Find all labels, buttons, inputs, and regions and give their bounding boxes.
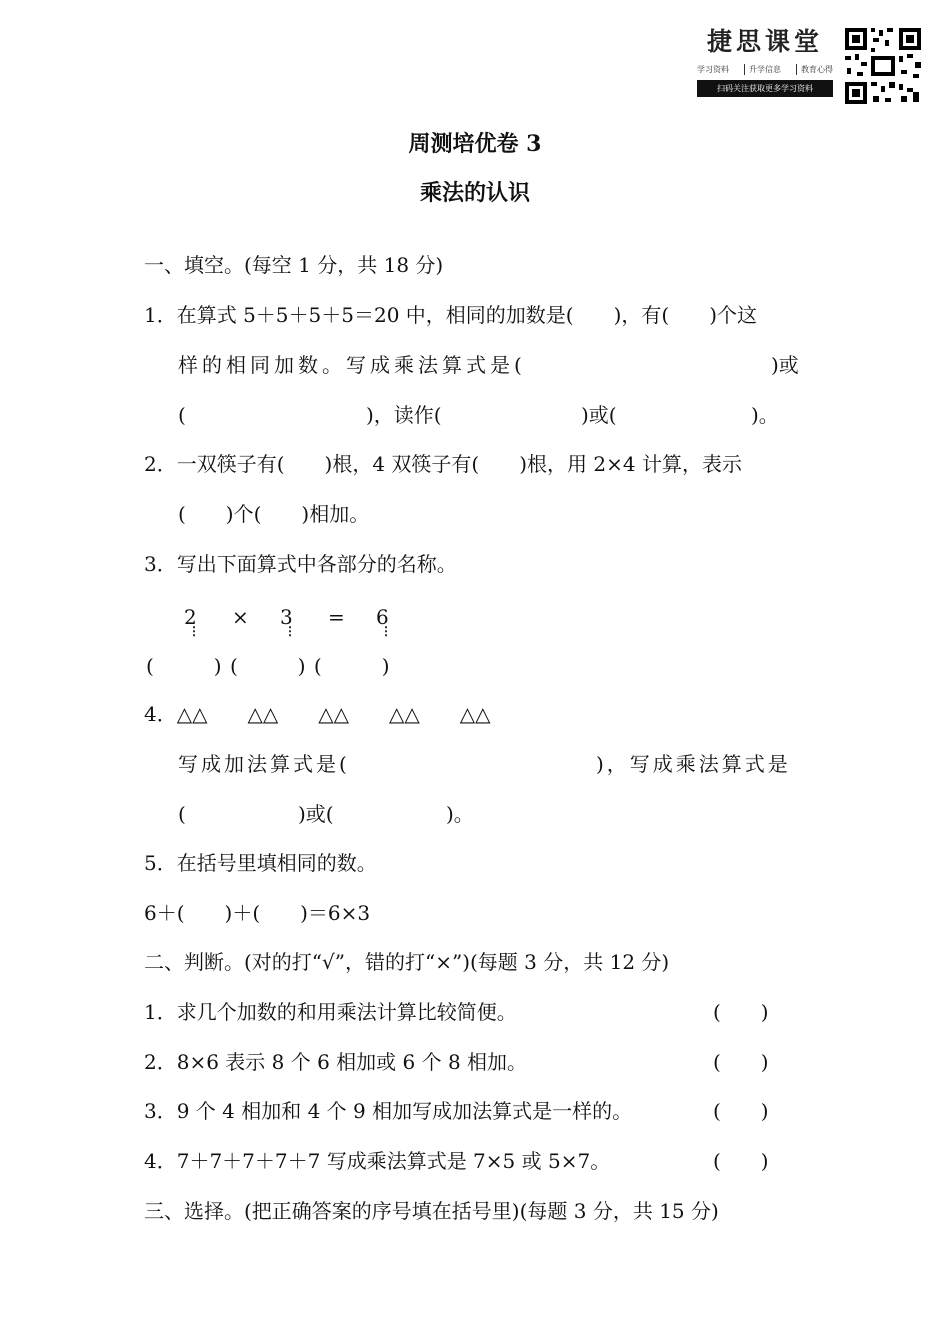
judge-item-4: 4．7＋7＋7＋7＋7 写成乘法算式是 7×5 或 5×7。 xyxy=(144,1149,611,1173)
question-1-line-3d: )。 xyxy=(751,403,779,427)
times-sign: × xyxy=(232,605,249,629)
brand-tag: 升学信息 xyxy=(744,64,781,75)
dotted-pointer-icon: ⋮ xyxy=(380,624,392,638)
question-4-line-2b: )，写成乘法算式是 xyxy=(596,752,791,776)
question-1-line-2b: )或 xyxy=(771,353,799,377)
section1-heading: 一、填空。(每空 1 分，共 18 分) xyxy=(144,253,444,277)
brand-tags xyxy=(697,64,833,75)
judge-item-2: 2．8×6 表示 8 个 6 相加或 6 个 8 相加。 xyxy=(144,1050,528,1074)
dotted-pointer-icon: ⋮ xyxy=(188,624,200,638)
question-4-line-3b: )或( xyxy=(298,802,334,826)
question-2-line-2: ( )个( )相加。 xyxy=(178,502,370,526)
question-1-line-2a: 样的相同加数。写成乘法算式是( xyxy=(178,353,526,377)
judge-item-1: 1．求几个加数的和用乘法计算比较简便。 xyxy=(144,1000,517,1024)
brand-name: 捷思课堂 xyxy=(706,27,823,56)
product: 6 xyxy=(376,605,389,629)
question-4-line-3c: )。 xyxy=(446,802,474,826)
page-subtitle: 乘法的认识 xyxy=(419,180,530,206)
question-5: 5．在括号里填相同的数。 xyxy=(144,851,377,875)
question-3: 3．写出下面算式中各部分的名称。 xyxy=(144,552,457,576)
question-1-line-3c: )或( xyxy=(581,403,617,427)
judge-answer-1: ( ) xyxy=(713,1000,769,1024)
brand-tag: 教育心得 xyxy=(796,64,833,75)
question-1-line-3b: )，读作( xyxy=(366,403,442,427)
brand-block xyxy=(697,22,833,97)
equals-sign: = xyxy=(328,605,345,629)
factor-1: 2 xyxy=(184,605,197,629)
question-4-shapes: 4．△△ △△ △△ △△ △△ xyxy=(144,702,491,726)
qr-code-icon xyxy=(843,26,923,106)
question-4-line-2a: 写成加法算式是( xyxy=(178,752,350,776)
question-1-line-1: 1．在算式 5＋5＋5＋5＝20 中，相同的加数是( )，有( )个这 xyxy=(144,303,757,327)
factor-2: 3 xyxy=(280,605,293,629)
dotted-pointer-icon: ⋮ xyxy=(284,624,296,638)
judge-answer-3: ( ) xyxy=(713,1099,769,1123)
judge-item-3: 3．9 个 4 相加和 4 个 9 相加写成加法算式是一样的。 xyxy=(144,1099,633,1123)
question-3-answer-blanks: ( ) ( ) ( ) xyxy=(146,654,390,678)
question-2-line-1: 2．一双筷子有( )根，4 双筷子有( )根，用 2×4 计算，表示 xyxy=(144,452,742,476)
section3-heading: 三、选择。(把正确答案的序号填在括号里)(每题 3 分，共 15 分) xyxy=(144,1199,719,1223)
question-4-line-3a: ( xyxy=(178,802,186,826)
section2-heading: 二、判断。(对的打“√”，错的打“×”)(每题 3 分，共 12 分) xyxy=(144,950,670,974)
judge-answer-4: ( ) xyxy=(713,1149,769,1173)
question-5-equation: 6＋( )＋( )＝6×3 xyxy=(144,901,371,925)
brand-tag: 学习资料 xyxy=(697,65,729,74)
page-title: 周测培优卷 3 xyxy=(408,131,542,157)
question-1-line-3a: ( xyxy=(178,403,186,427)
brand-bar: 扫码关注获取更多学习资料 xyxy=(697,80,833,97)
judge-answer-2: ( ) xyxy=(713,1050,769,1074)
